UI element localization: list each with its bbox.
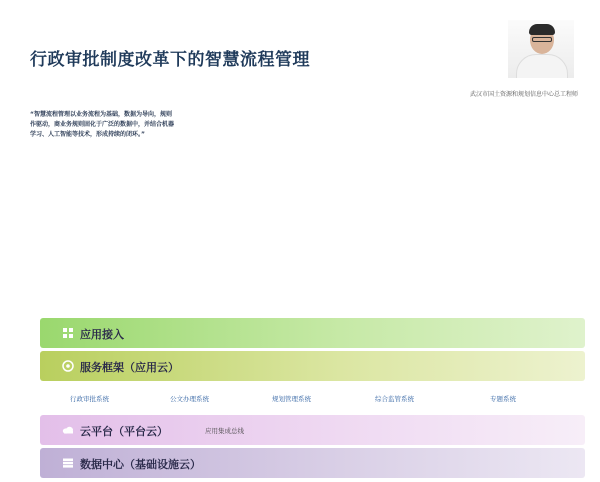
pull-quote: “智慧流程管理以业务流程为基础，数据为导向，规则作驱动，商业务规则固化于广泛的数据中，并结合机器学习、人工智能等技术，形成持续的闭环。” [30, 111, 175, 138]
text-column-2 [215, 110, 367, 122]
integration-bus: 应用集成总线 [205, 427, 244, 435]
system-planning-management: 规划管理系统 [272, 395, 311, 403]
system-administrative-approval: 行政审批系统 [70, 395, 109, 403]
article-title: 行政审批制度改革下的智慧流程管理 [30, 50, 310, 70]
system-comprehensive-supervision: 综合监管系统 [375, 395, 414, 403]
system-special-topics: 专题系统 [490, 395, 516, 403]
layer-label: 应用接入 [80, 328, 124, 341]
database-icon [62, 457, 74, 469]
layer-label: 服务框架（应用云） [80, 361, 179, 374]
cloud-icon [62, 424, 74, 436]
architecture-diagram [40, 318, 585, 478]
author-photo [508, 20, 574, 78]
layer-label: 数据中心（基础设施云） [80, 458, 201, 471]
layer-app-access [40, 318, 585, 348]
layer-items [235, 459, 256, 466]
layer-items [200, 329, 210, 336]
layer-service-framework [40, 351, 585, 381]
text-column-1 [30, 110, 175, 152]
layer-label: 云平台（平台云） [80, 425, 168, 438]
system-document-processing: 公文办理系统 [170, 395, 209, 403]
layer-items [218, 362, 228, 369]
layer-cloud-platform [40, 415, 585, 445]
author-title: 武汉市国土资源和规划信息中心总工程师 [469, 91, 578, 98]
service-framework-icon [62, 360, 74, 372]
text-column-3 [400, 110, 578, 122]
layer-systems [40, 388, 585, 408]
layer-data-center [40, 448, 585, 478]
app-access-icon [62, 327, 74, 339]
